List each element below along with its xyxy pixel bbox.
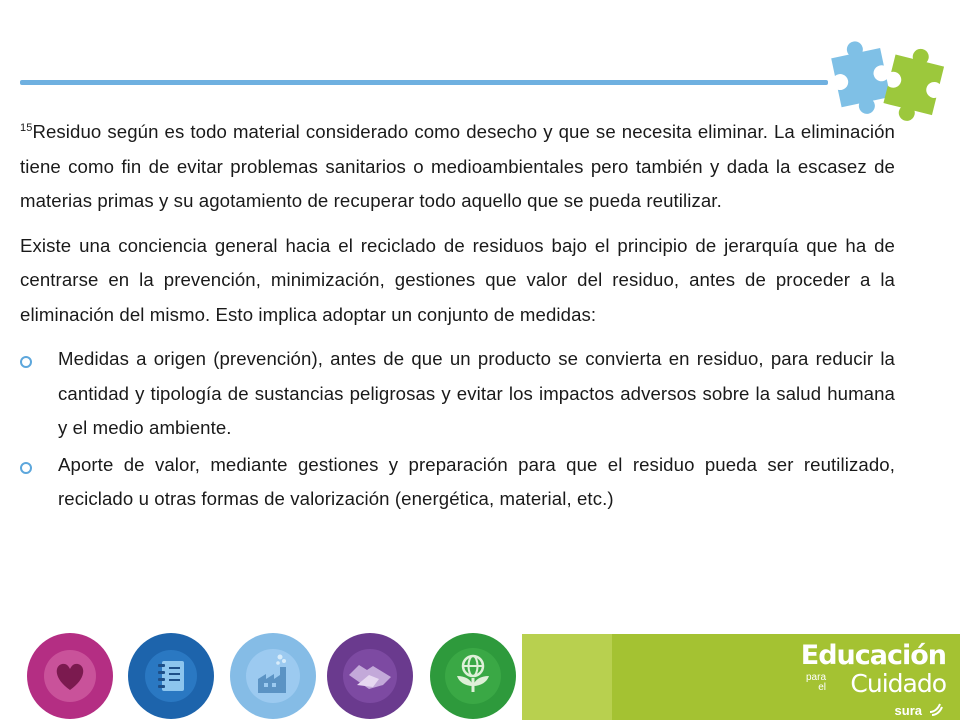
handshake-icon xyxy=(327,633,413,719)
notebook-icon xyxy=(128,633,214,719)
sura-logo-icon xyxy=(928,702,944,716)
brand-accent xyxy=(522,634,612,720)
brand-cuidado: Cuidado xyxy=(850,669,946,698)
bullet-circle-icon xyxy=(20,462,32,474)
measures-list xyxy=(20,342,895,517)
body-paragraph: Existe una conciencia general hacia el reciclado de residuos bajo el principio de jerarquía que ha de centrarse en la prevención, minimización, gestiones que valor del residuo, antes de proceder a la eliminación del mismo. Esto implica adoptar un conjunto de medidas: xyxy=(20,234,895,325)
puzzle-piece-blue xyxy=(829,38,893,119)
plant-globe-icon xyxy=(430,633,516,719)
brand-banner xyxy=(522,634,960,720)
header-rule xyxy=(20,80,828,85)
document-body xyxy=(20,115,895,519)
puzzle-piece-green xyxy=(881,43,947,126)
list-item-text: Medidas a origen (prevención), antes de que un producto se convierta en residuo, para reducir la cantidad y tipología de sustancias peligrosas y evitar los impactos adversos sobre la salud humana y el medio ambiente. xyxy=(58,348,895,438)
brand-el: el xyxy=(818,682,827,693)
list-item-text: Aporte de valor, mediante gestiones y preparación para que el residuo pueda ser reutilizado, reciclado u otras formas de valorización (energética, material, etc.) xyxy=(58,453,895,509)
brand-para: para xyxy=(806,672,827,683)
puzzle-pieces-icon xyxy=(826,38,952,126)
bullet-circle-icon xyxy=(20,356,32,368)
footnote-number: 15 xyxy=(20,122,33,134)
heart-icon xyxy=(27,633,113,719)
brand-small-text xyxy=(806,673,826,693)
sura-logo-text: sura xyxy=(894,703,922,718)
footnote-text: Residuo según es todo material considerado como desecho y que se necesita eliminar. La eliminación tiene como fin de evitar problemas sanitarios o medioambientales pero también y dada la escasez de materias primas y su agotamiento de recuperar todo aquello que se pueda reutilizar. xyxy=(20,121,895,211)
factory-icon xyxy=(230,633,316,719)
list-item xyxy=(20,342,895,446)
footnote-paragraph xyxy=(20,115,895,219)
list-item xyxy=(20,448,895,517)
brand-title: Educación xyxy=(800,640,946,671)
